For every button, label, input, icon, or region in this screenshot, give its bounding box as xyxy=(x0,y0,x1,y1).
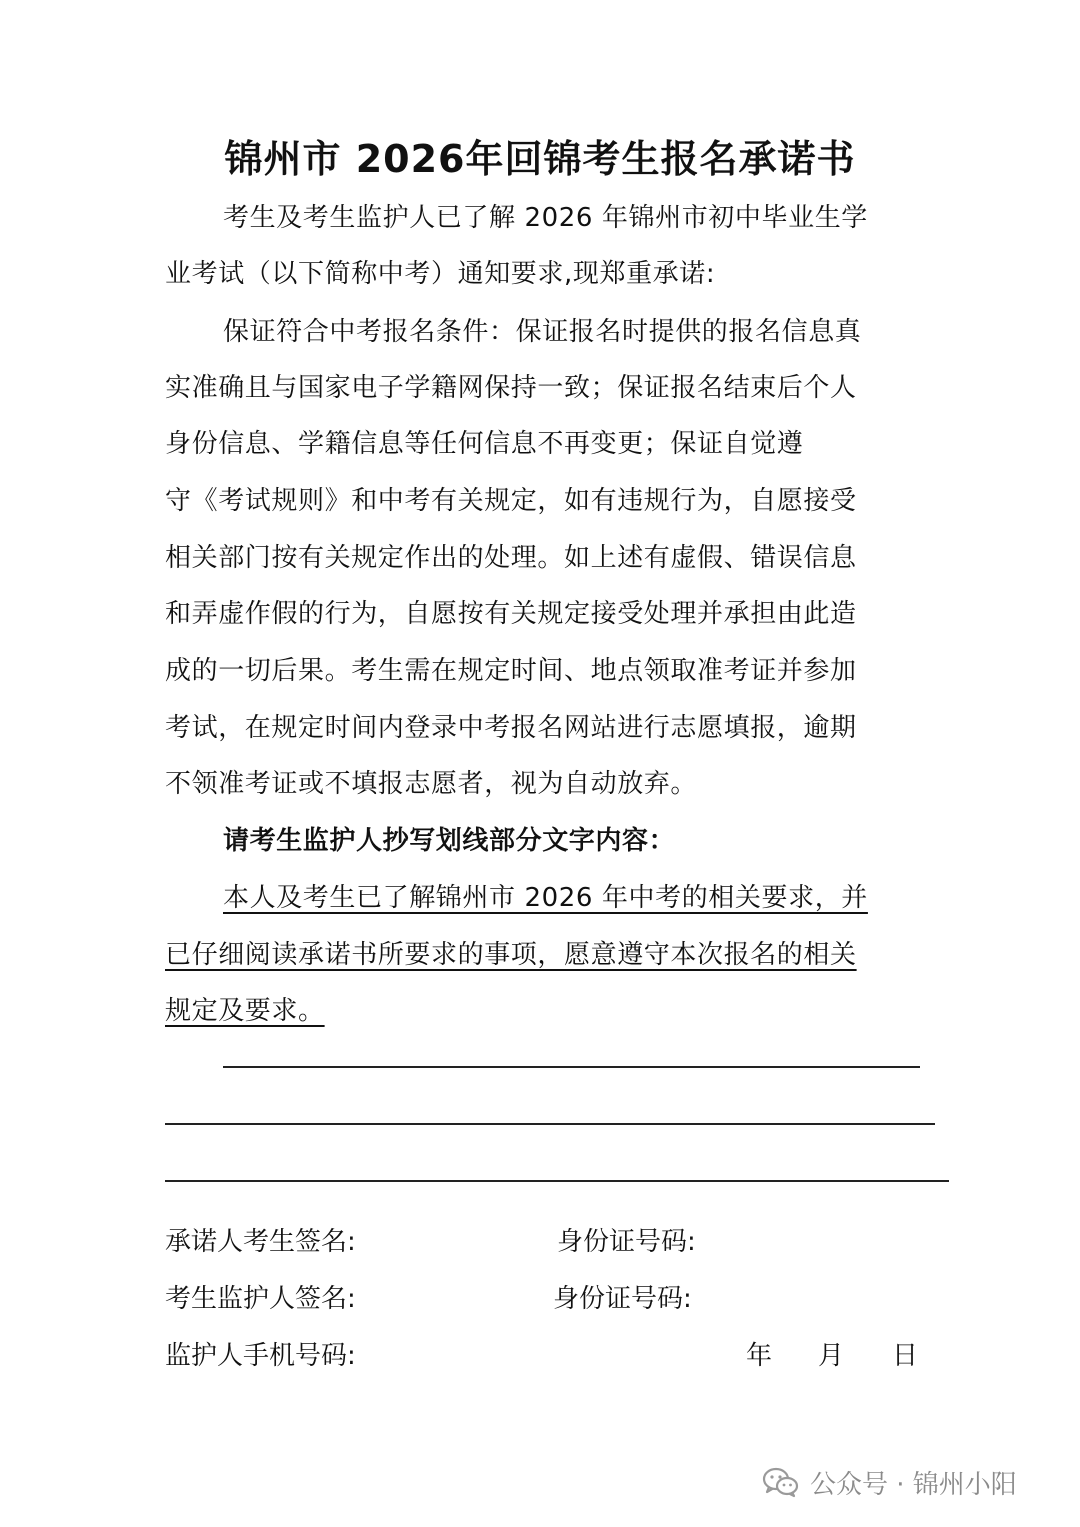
document-title: 锦州市 2026年回锦考生报名承诺书 xyxy=(224,137,856,181)
student-id-label: 身份证号码: xyxy=(557,1227,696,1257)
underlined-line: 本人及考生已了解锦州市 2026 年中考的相关要求，并 xyxy=(223,883,868,913)
guardian-phone-label: 监护人手机号码: xyxy=(165,1341,356,1371)
paragraph-line: 身份信息、学籍信息等任何信息不再变更；保证自觉遵 xyxy=(165,429,804,459)
guardian-id-label: 身份证号码: xyxy=(553,1284,692,1314)
paragraph-line: 守《考试规则》和中考有关规定，如有违规行为，自愿接受 xyxy=(165,486,857,516)
date-month: 月 xyxy=(818,1341,845,1371)
underlined-line: 规定及要求。 xyxy=(165,996,325,1026)
wechat-icon xyxy=(762,1466,800,1498)
paragraph-line: 考试，在规定时间内登录中考报名网站进行志愿填报，逾期 xyxy=(165,713,857,743)
copy-instruction: 请考生监护人抄写划线部分文字内容： xyxy=(223,826,676,856)
student-signature-label: 承诺人考生签名: xyxy=(165,1227,356,1257)
paragraph-line: 考生及考生监护人已了解 2026 年锦州市初中毕业生学 xyxy=(223,203,868,233)
paragraph-line: 实准确且与国家电子学籍网保持一致；保证报名结束后个人 xyxy=(165,373,857,403)
date-year: 年 xyxy=(746,1341,773,1371)
watermark xyxy=(762,1462,1017,1502)
copy-line-3[interactable] xyxy=(165,1180,949,1182)
paragraph-line: 和弄虚作假的行为，自愿按有关规定接受处理并承担由此造 xyxy=(165,599,857,629)
copy-line-2[interactable] xyxy=(165,1123,935,1125)
paragraph-line: 不领准考证或不填报志愿者，视为自动放弃。 xyxy=(165,769,698,799)
paragraph-line: 业考试（以下简称中考）通知要求,现郑重承诺: xyxy=(165,259,716,289)
watermark-text: 公众号 · 锦州小阳 xyxy=(810,1469,1017,1500)
guardian-signature-label: 考生监护人签名: xyxy=(165,1284,356,1314)
paragraph-line: 成的一切后果。考生需在规定时间、地点领取准考证并参加 xyxy=(165,656,857,686)
copy-line-1[interactable] xyxy=(223,1066,920,1068)
underlined-line: 已仔细阅读承诺书所要求的事项，愿意遵守本次报名的相关 xyxy=(165,940,857,970)
paragraph-line: 相关部门按有关规定作出的处理。如上述有虚假、错误信息 xyxy=(165,543,857,573)
paragraph-line: 保证符合中考报名条件：保证报名时提供的报名信息真 xyxy=(223,317,862,347)
date-day: 日 xyxy=(892,1341,919,1371)
